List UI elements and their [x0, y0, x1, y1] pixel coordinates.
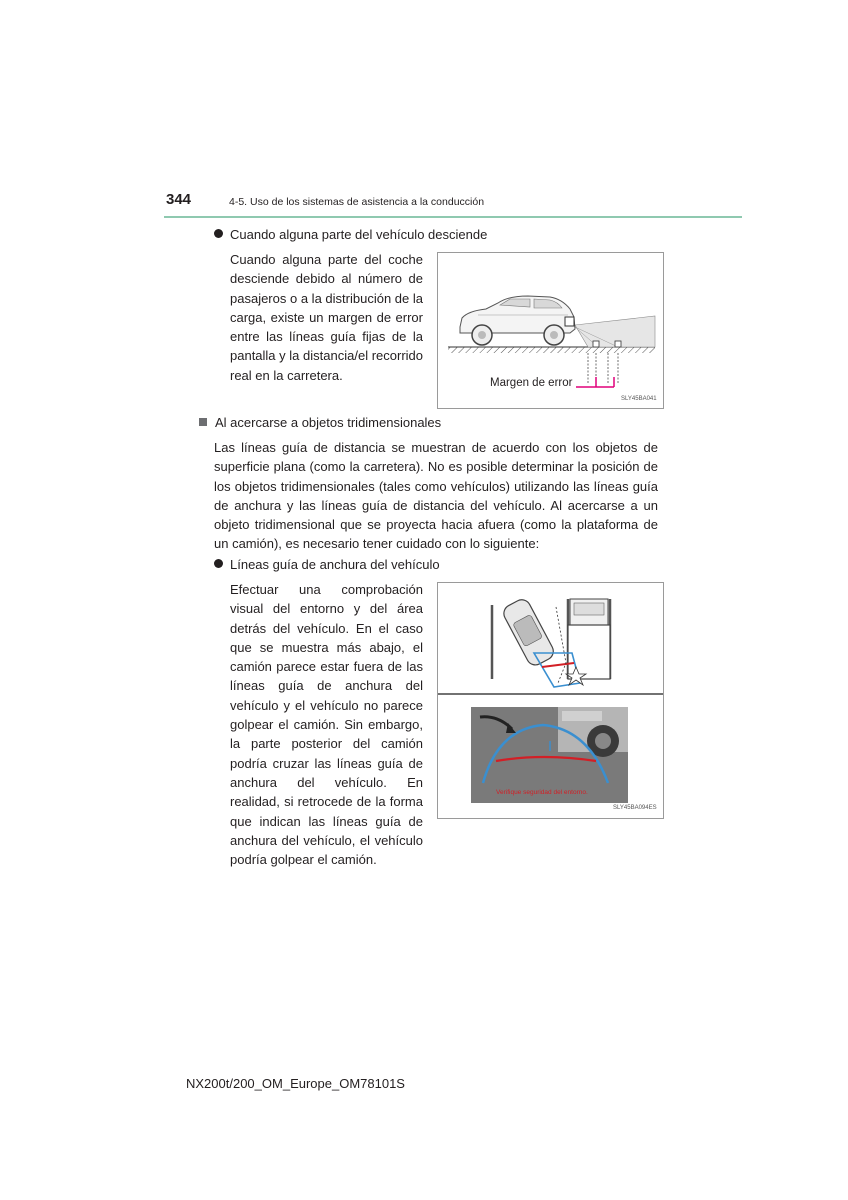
bullet-dot-icon: [214, 229, 223, 238]
bullet-body-width-lines: Efectuar una comprobación visual del entorno y del área detrás del vehículo. En el caso que se muestra más abajo, el camión parece estar fuera de las líneas guía de anchura del vehículo y el vehículo no parece golpear el camión. Sin embargo, la parte posterior del camión podría cruzar las líneas guía de anchura del vehículo. En realidad, si retrocede de la forma que indican las líneas guía de anchura del vehículo, el vehículo podría golpear el camión.: [230, 582, 423, 868]
subsection-heading: [199, 413, 441, 432]
parking-overhead-illustration: [438, 583, 663, 818]
subsection-body: Las líneas guía de distancia se muestran de acuerdo con los objetos de superficie plana (como la carretera). No es posible determinar la posición de los objetos tridimensionales (tales como vehículos) utilizando las líneas guía de anchura y las líneas guía de distancia del vehículo. Al acercarse a un objeto tridimensional que se proyecta hacia afuera (como la plataforma de un camión), es necesario tener cuidado con lo siguiente:: [214, 440, 658, 552]
bullet-body-descends: Cuando alguna parte del coche desciende debido al número de pasajeros o a la distribución de la carga, existe un margen de error entre las líneas guía fijas de la pantalla y la distancia/el recorrido real en la carretera.: [230, 252, 423, 383]
header-rule: [164, 216, 742, 218]
bullet-heading-width-lines: [214, 555, 440, 574]
bullet-heading-descends: [214, 225, 487, 244]
screen-warning-text: Verifique seguridad del entorno.: [496, 789, 588, 796]
page-number: 344: [166, 191, 192, 208]
figure-code: SLY45BA094ES: [613, 805, 657, 811]
figure-code: SLY45BA041: [621, 396, 657, 402]
subsection-title: Al acercarse a objetos tridimensionales: [215, 415, 442, 430]
bullet-title: Líneas guía de anchura del vehículo: [230, 557, 440, 572]
square-bullet-icon: [199, 418, 207, 426]
margin-error-label: Margen de error: [490, 377, 573, 389]
document-footer: NX200t/200_OM_Europe_OM78101S: [186, 1076, 405, 1091]
figure-car-margin: [437, 252, 664, 409]
bullet-dot-icon: [214, 559, 223, 568]
bullet-title: Cuando alguna parte del vehículo desciende: [230, 227, 488, 242]
section-title: 4-5. Uso de los sistemas de asistencia a la conducción: [229, 196, 485, 208]
figure-truck-guides: [437, 582, 664, 819]
